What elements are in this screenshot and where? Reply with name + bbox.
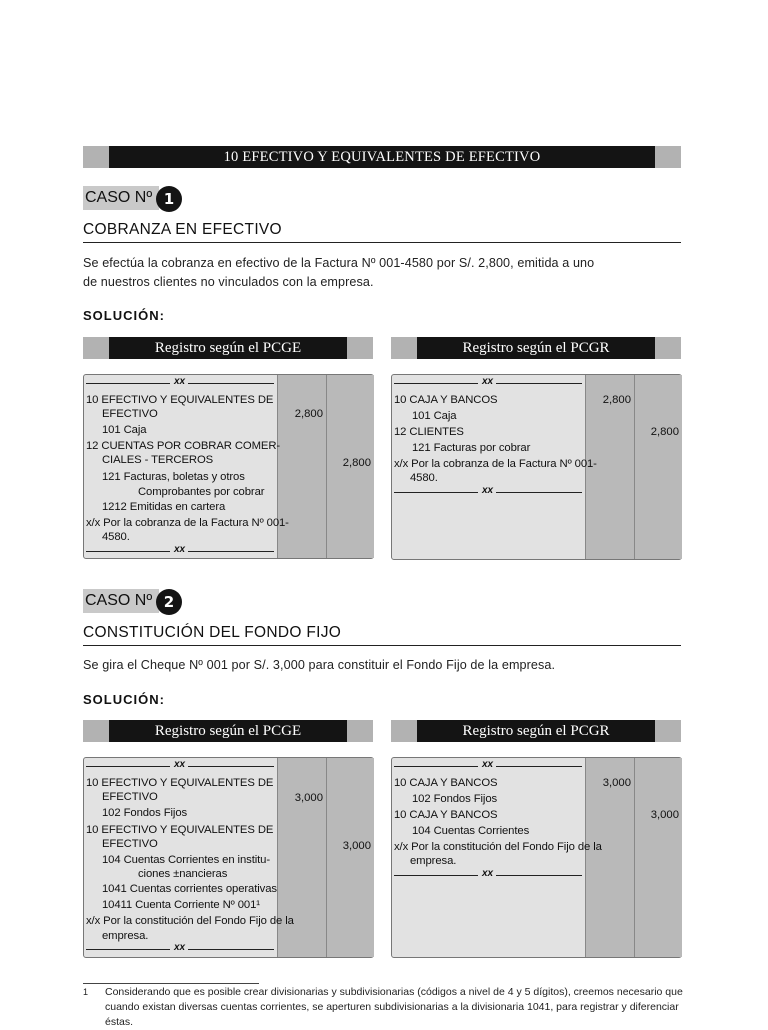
entry-separator: xx <box>394 488 582 496</box>
account-line: 10 CAJA Y BANCOS <box>394 394 498 406</box>
description-line: Se efectúa la cobranza en efectivo de la Factura Nº 001-4580 por S/. 2,800, emitida a uno <box>83 256 595 270</box>
credit-amount: 2,800 <box>650 426 679 438</box>
caso-2-solution-label: SOLUCIÓN: <box>83 692 165 707</box>
gloss-line: x/x Por la cobranza de la Factura Nº 001- <box>86 517 289 529</box>
entry-separator: xx <box>394 379 582 387</box>
account-line: 102 Fondos Fijos <box>102 807 188 819</box>
caso-label: CASO Nº <box>83 186 159 210</box>
caso-number-badge: 2 <box>156 589 182 615</box>
pcgr-header: Registro según el PCGR <box>417 720 655 742</box>
account-line: 121 Facturas por cobrar <box>412 442 531 454</box>
credit-amount: 2,800 <box>342 457 371 469</box>
pcge-journal-entry <box>83 757 374 958</box>
gloss-line: empresa. <box>410 855 457 867</box>
caso-2-description <box>83 656 683 675</box>
debit-amount: 3,000 <box>602 777 631 789</box>
account-line: 12 CUENTAS POR COBRAR COMER- <box>86 440 281 452</box>
entry-separator: xx <box>394 871 582 879</box>
account-line: 10 EFECTIVO Y EQUIVALENTES DE <box>86 394 274 406</box>
account-line: 1212 Emitidas en cartera <box>102 501 226 513</box>
credit-column <box>634 375 682 559</box>
account-line: 10 CAJA Y BANCOS <box>394 809 498 821</box>
entry-separator: xx <box>86 379 274 387</box>
pcgr-journal-entry <box>391 374 682 560</box>
credit-amount: 3,000 <box>342 840 371 852</box>
debit-column <box>277 375 327 558</box>
caso-label: CASO Nº <box>83 589 159 613</box>
credit-column <box>326 758 374 957</box>
gloss-line: 4580. <box>410 472 438 484</box>
caso-number-badge: 1 <box>156 186 182 212</box>
footnote-text: Considerando que es posible crear divisionarias y subdivisionarias (códigos a nivel de 4 y 5 dígitos), creemos necesario que cuando existan diversas cuentas corrientes, se aperturen subdivisionarias a la divisionaria 1041, para registrar y diferenciar éstas. <box>105 986 683 1028</box>
account-line: 101 Caja <box>102 424 147 436</box>
account-line: 10 EFECTIVO Y EQUIVALENTES DE <box>86 777 274 789</box>
account-line: EFECTIVO <box>102 838 158 850</box>
pcge-header: Registro según el PCGE <box>109 337 347 359</box>
section-title: 10 EFECTIVO Y EQUIVALENTES DE EFECTIVO <box>109 146 655 168</box>
account-line: EFECTIVO <box>102 408 158 420</box>
pcge-journal-entry <box>83 374 374 559</box>
gloss-line: x/x Por la constitución del Fondo Fijo de la <box>86 915 294 927</box>
caso-1-description <box>83 254 683 292</box>
account-line: 10 CAJA Y BANCOS <box>394 777 498 789</box>
pcge-header-bar <box>83 720 373 742</box>
account-line: 104 Cuentas Corrientes en institu- <box>102 854 271 866</box>
gloss-line: x/x Por la cobranza de la Factura Nº 001- <box>394 458 597 470</box>
account-line: Comprobantes por cobrar <box>138 486 265 498</box>
credit-column <box>634 758 682 957</box>
gloss-line: 4580. <box>102 531 130 543</box>
account-line: 12 CLIENTES <box>394 426 464 438</box>
account-line: 10 EFECTIVO Y EQUIVALENTES DE <box>86 824 274 836</box>
account-line: 104 Cuentas Corrientes <box>412 825 530 837</box>
pcgr-journal-entry <box>391 757 682 958</box>
account-line: EFECTIVO <box>102 791 158 803</box>
debit-amount: 3,000 <box>294 792 323 804</box>
account-line: CIALES - TERCEROS <box>102 454 214 466</box>
entry-separator: xx <box>394 762 582 770</box>
caso-2-title: CONSTITUCIÓN DEL FONDO FIJO <box>83 624 681 646</box>
credit-amount: 3,000 <box>650 809 679 821</box>
pcgr-header: Registro según el PCGR <box>417 337 655 359</box>
footnote-rule <box>83 983 259 984</box>
description-line: Se gira el Cheque Nº 001 por S/. 3,000 para constituir el Fondo Fijo de la empresa. <box>83 658 556 672</box>
pcge-header-bar <box>83 337 373 359</box>
debit-amount: 2,800 <box>294 408 323 420</box>
pcgr-header-bar <box>391 720 681 742</box>
pcgr-header-bar <box>391 337 681 359</box>
account-line: 101 Caja <box>412 410 457 422</box>
debit-amount: 2,800 <box>602 394 631 406</box>
gloss-line: x/x Por la constitución del Fondo Fijo de la <box>394 841 602 853</box>
account-line: ciones ±nancieras <box>138 868 228 880</box>
account-line: 121 Facturas, boletas y otros <box>102 471 245 483</box>
account-line: 1041 Cuentas corrientes operativas <box>102 883 277 895</box>
account-line: 10411 Cuenta Corriente Nº 001¹ <box>102 899 260 911</box>
gloss-line: empresa. <box>102 930 149 942</box>
account-line: 102 Fondos Fijos <box>412 793 498 805</box>
section-title-bar <box>83 146 681 168</box>
caso-1-title: COBRANZA EN EFECTIVO <box>83 221 681 243</box>
entry-separator: xx <box>86 762 274 770</box>
entry-separator: xx <box>86 945 274 953</box>
description-line: de nuestros clientes no vinculados con la empresa. <box>83 275 374 289</box>
footnote-marker: 1 <box>83 987 89 997</box>
entry-separator: xx <box>86 547 274 555</box>
caso-1-solution-label: SOLUCIÓN: <box>83 308 165 323</box>
pcge-header: Registro según el PCGE <box>109 720 347 742</box>
